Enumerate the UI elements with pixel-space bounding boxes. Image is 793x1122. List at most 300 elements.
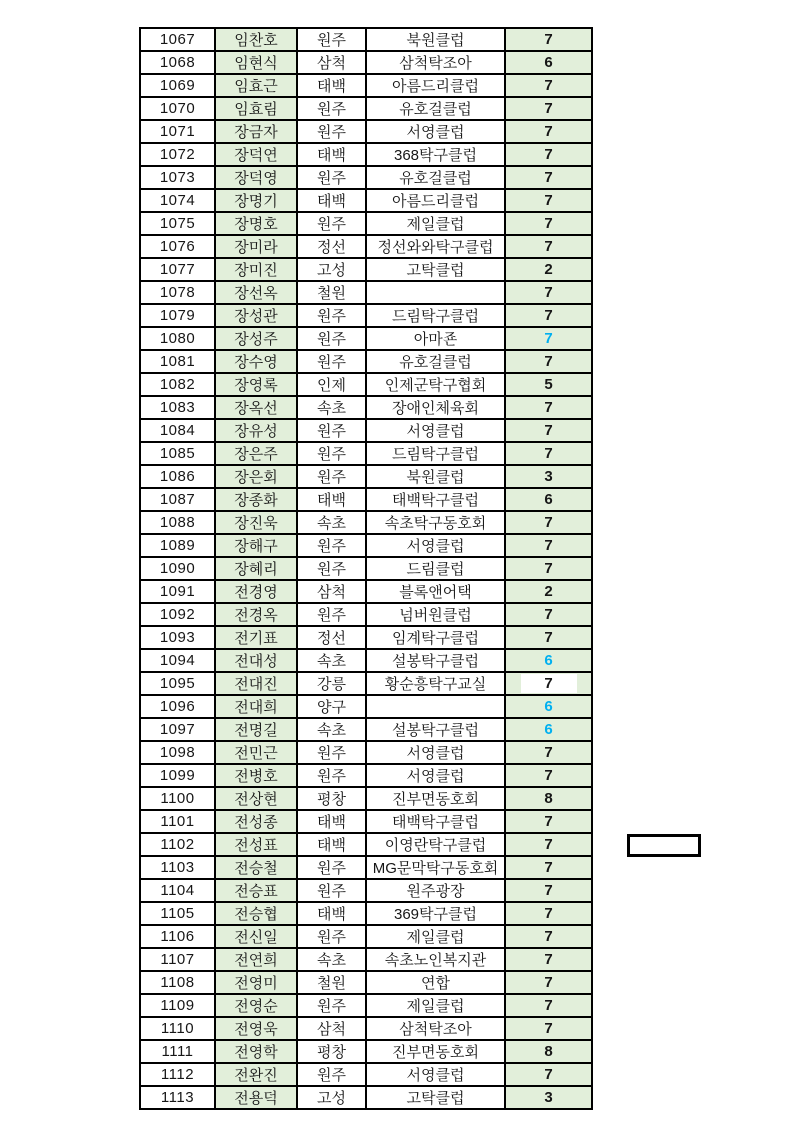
score-value: 7 (544, 813, 553, 830)
score-cell[interactable] (505, 1063, 592, 1086)
id-cell[interactable]: 1079 (140, 304, 215, 327)
club-cell[interactable]: 아마죤 (366, 327, 505, 350)
score-cell[interactable] (505, 856, 592, 879)
score-cell[interactable] (505, 120, 592, 143)
score-cell[interactable] (505, 97, 592, 120)
score-value: 7 (544, 215, 553, 232)
city-cell[interactable]: 인제 (297, 373, 366, 396)
id-cell[interactable]: 1090 (140, 557, 215, 580)
table-row (140, 258, 592, 281)
table-row (140, 741, 592, 764)
table-row (140, 879, 592, 902)
id-cell[interactable]: 1103 (140, 856, 215, 879)
id-cell[interactable]: 1087 (140, 488, 215, 511)
score-value: 7 (544, 974, 553, 991)
score-cell[interactable] (505, 511, 592, 534)
score-cell[interactable] (505, 626, 592, 649)
score-value: 7 (544, 422, 553, 439)
score-value: 7 (544, 882, 553, 899)
score-cell[interactable] (505, 764, 592, 787)
city-cell[interactable]: 태백 (297, 74, 366, 97)
table-row (140, 28, 592, 51)
table-row (140, 925, 592, 948)
city-cell[interactable]: 철원 (297, 971, 366, 994)
name-cell[interactable]: 전상현 (215, 787, 297, 810)
club-cell[interactable]: 368탁구클럽 (366, 143, 505, 166)
score-cell[interactable] (505, 833, 592, 856)
club-cell[interactable]: 서영클럽 (366, 534, 505, 557)
name-cell[interactable]: 임효근 (215, 74, 297, 97)
score-cell[interactable] (505, 373, 592, 396)
city-cell[interactable]: 속초 (297, 511, 366, 534)
city-cell[interactable]: 원주 (297, 925, 366, 948)
table-row (140, 649, 592, 672)
id-cell[interactable]: 1104 (140, 879, 215, 902)
id-cell[interactable]: 1110 (140, 1017, 215, 1040)
name-cell[interactable]: 임현식 (215, 51, 297, 74)
table-row (140, 833, 592, 856)
club-cell[interactable]: 설봉탁구클럽 (366, 649, 505, 672)
score-value: 7 (544, 744, 553, 761)
name-cell[interactable]: 전영순 (215, 994, 297, 1017)
score-cell[interactable] (505, 603, 592, 626)
name-cell[interactable]: 장덕영 (215, 166, 297, 189)
name-cell[interactable]: 전용덕 (215, 1086, 297, 1109)
score-cell[interactable] (505, 580, 592, 603)
name-cell[interactable]: 장은주 (215, 442, 297, 465)
table-row (140, 442, 592, 465)
city-cell[interactable]: 원주 (297, 465, 366, 488)
id-cell[interactable]: 1107 (140, 948, 215, 971)
score-cell[interactable] (505, 488, 592, 511)
score-cell[interactable] (505, 28, 592, 51)
score-cell[interactable] (505, 902, 592, 925)
club-cell[interactable]: 유호걸클럽 (366, 350, 505, 373)
city-cell[interactable]: 원주 (297, 442, 366, 465)
name-cell[interactable]: 장옥선 (215, 396, 297, 419)
score-cell[interactable] (505, 281, 592, 304)
city-cell[interactable]: 고성 (297, 1086, 366, 1109)
score-value: 7 (544, 905, 553, 922)
table-row (140, 810, 592, 833)
table-row (140, 534, 592, 557)
name-cell[interactable]: 전경옥 (215, 603, 297, 626)
name-cell[interactable]: 장성관 (215, 304, 297, 327)
id-cell[interactable]: 1081 (140, 350, 215, 373)
club-cell[interactable]: 아름드리클럽 (366, 74, 505, 97)
name-cell[interactable]: 장덕연 (215, 143, 297, 166)
table-row (140, 764, 592, 787)
name-cell[interactable]: 장진욱 (215, 511, 297, 534)
score-cell[interactable] (505, 258, 592, 281)
score-cell[interactable] (505, 810, 592, 833)
city-cell[interactable]: 태백 (297, 810, 366, 833)
score-cell[interactable] (505, 235, 592, 258)
name-cell[interactable]: 전기표 (215, 626, 297, 649)
city-cell[interactable]: 원주 (297, 557, 366, 580)
club-cell[interactable]: 서영클럽 (366, 764, 505, 787)
id-cell[interactable]: 1084 (140, 419, 215, 442)
id-cell[interactable]: 1075 (140, 212, 215, 235)
id-cell[interactable]: 1112 (140, 1063, 215, 1086)
city-cell[interactable]: 태백 (297, 189, 366, 212)
score-cell[interactable] (505, 1017, 592, 1040)
table-row (140, 1040, 592, 1063)
city-cell[interactable]: 원주 (297, 327, 366, 350)
club-cell[interactable]: 북원클럽 (366, 465, 505, 488)
club-cell[interactable]: 고탁클럽 (366, 258, 505, 281)
id-cell[interactable]: 1097 (140, 718, 215, 741)
score-value: 7 (544, 997, 553, 1014)
city-cell[interactable]: 원주 (297, 304, 366, 327)
id-cell[interactable]: 1078 (140, 281, 215, 304)
score-cell[interactable] (505, 166, 592, 189)
table-row (140, 787, 592, 810)
score-cell[interactable] (505, 51, 592, 74)
name-cell[interactable]: 장유성 (215, 419, 297, 442)
table-row (140, 396, 592, 419)
score-value: 7 (544, 399, 553, 416)
table-row (140, 212, 592, 235)
id-cell[interactable]: 1106 (140, 925, 215, 948)
name-cell[interactable]: 전영미 (215, 971, 297, 994)
club-cell[interactable]: 서영클럽 (366, 1063, 505, 1086)
city-cell[interactable]: 속초 (297, 948, 366, 971)
table-row (140, 51, 592, 74)
city-cell[interactable]: 양구 (297, 695, 366, 718)
club-cell[interactable]: 진부면동호회 (366, 1040, 505, 1063)
name-cell[interactable]: 장명기 (215, 189, 297, 212)
id-cell[interactable]: 1085 (140, 442, 215, 465)
score-value: 7 (544, 353, 553, 370)
name-cell[interactable]: 장영록 (215, 373, 297, 396)
club-cell[interactable]: 삼척탁조아 (366, 51, 505, 74)
club-cell[interactable]: 서영클럽 (366, 120, 505, 143)
club-cell[interactable]: 드림클럽 (366, 557, 505, 580)
club-cell[interactable]: 서영클럽 (366, 419, 505, 442)
city-cell[interactable]: 원주 (297, 166, 366, 189)
name-cell[interactable]: 전영욱 (215, 1017, 297, 1040)
city-cell[interactable]: 태백 (297, 833, 366, 856)
table-row (140, 1063, 592, 1086)
city-cell[interactable]: 원주 (297, 120, 366, 143)
score-cell[interactable] (505, 971, 592, 994)
id-cell[interactable]: 1089 (140, 534, 215, 557)
id-cell[interactable]: 1076 (140, 235, 215, 258)
name-cell[interactable]: 장혜리 (215, 557, 297, 580)
id-cell[interactable]: 1071 (140, 120, 215, 143)
city-cell[interactable]: 삼척 (297, 580, 366, 603)
club-cell[interactable]: 드림탁구클럽 (366, 304, 505, 327)
name-cell[interactable]: 장종화 (215, 488, 297, 511)
club-cell[interactable]: 삼척탁조아 (366, 1017, 505, 1040)
city-cell[interactable]: 원주 (297, 879, 366, 902)
table-row (140, 120, 592, 143)
table-row (140, 695, 592, 718)
score-cell[interactable] (505, 787, 592, 810)
score-value: 7 (521, 674, 577, 693)
city-cell[interactable]: 속초 (297, 649, 366, 672)
name-cell[interactable]: 장미진 (215, 258, 297, 281)
club-cell[interactable]: MG문막탁구동호회 (366, 856, 505, 879)
score-cell[interactable] (505, 672, 592, 695)
city-cell[interactable]: 원주 (297, 350, 366, 373)
club-cell[interactable]: 유호걸클럽 (366, 97, 505, 120)
id-cell[interactable]: 1067 (140, 28, 215, 51)
score-value: 6 (544, 54, 553, 71)
score-cell[interactable] (505, 327, 592, 350)
club-cell[interactable]: 넘버원클럽 (366, 603, 505, 626)
score-cell[interactable] (505, 143, 592, 166)
city-cell[interactable]: 원주 (297, 856, 366, 879)
id-cell[interactable]: 1069 (140, 74, 215, 97)
id-cell[interactable]: 1108 (140, 971, 215, 994)
name-cell[interactable]: 전승표 (215, 879, 297, 902)
score-cell[interactable] (505, 994, 592, 1017)
city-cell[interactable]: 원주 (297, 419, 366, 442)
id-cell[interactable]: 1080 (140, 327, 215, 350)
name-cell[interactable]: 전병호 (215, 764, 297, 787)
club-cell[interactable]: 제일클럽 (366, 212, 505, 235)
city-cell[interactable]: 원주 (297, 994, 366, 1017)
id-cell[interactable]: 1101 (140, 810, 215, 833)
city-cell[interactable]: 고성 (297, 258, 366, 281)
id-cell[interactable]: 1109 (140, 994, 215, 1017)
table-row (140, 971, 592, 994)
score-value: 7 (544, 928, 553, 945)
club-cell[interactable]: 설봉탁구클럽 (366, 718, 505, 741)
club-cell[interactable]: 원주광장 (366, 879, 505, 902)
id-cell[interactable]: 1095 (140, 672, 215, 695)
id-cell[interactable]: 1072 (140, 143, 215, 166)
club-cell[interactable]: 연합 (366, 971, 505, 994)
id-cell[interactable]: 1098 (140, 741, 215, 764)
score-cell[interactable] (505, 419, 592, 442)
score-cell[interactable] (505, 925, 592, 948)
score-value: 7 (544, 445, 553, 462)
score-value: 7 (544, 859, 553, 876)
score-cell[interactable] (505, 304, 592, 327)
id-cell[interactable]: 1086 (140, 465, 215, 488)
name-cell[interactable]: 임효림 (215, 97, 297, 120)
name-cell[interactable]: 장선옥 (215, 281, 297, 304)
score-value: 8 (544, 790, 553, 807)
table-row (140, 281, 592, 304)
score-cell[interactable] (505, 465, 592, 488)
club-cell[interactable] (366, 281, 505, 304)
name-cell[interactable]: 전경영 (215, 580, 297, 603)
id-cell[interactable]: 1113 (140, 1086, 215, 1109)
city-cell[interactable]: 평창 (297, 787, 366, 810)
table-row (140, 672, 592, 695)
table-row (140, 580, 592, 603)
name-cell[interactable]: 전성종 (215, 810, 297, 833)
name-cell[interactable]: 전승협 (215, 902, 297, 925)
club-cell[interactable]: 이영란탁구클럽 (366, 833, 505, 856)
city-cell[interactable]: 태백 (297, 488, 366, 511)
id-cell[interactable]: 1068 (140, 51, 215, 74)
city-cell[interactable]: 원주 (297, 97, 366, 120)
city-cell[interactable]: 강릉 (297, 672, 366, 695)
score-cell[interactable] (505, 1040, 592, 1063)
club-cell[interactable]: 인제군탁구협회 (366, 373, 505, 396)
city-cell[interactable]: 태백 (297, 902, 366, 925)
city-cell[interactable]: 속초 (297, 718, 366, 741)
id-cell[interactable]: 1082 (140, 373, 215, 396)
id-cell[interactable]: 1070 (140, 97, 215, 120)
name-cell[interactable]: 임찬호 (215, 28, 297, 51)
table-row (140, 189, 592, 212)
id-cell[interactable]: 1094 (140, 649, 215, 672)
club-cell[interactable]: 속초탁구동호회 (366, 511, 505, 534)
score-cell[interactable] (505, 948, 592, 971)
id-cell[interactable]: 1105 (140, 902, 215, 925)
score-cell[interactable] (505, 534, 592, 557)
city-cell[interactable]: 속초 (297, 396, 366, 419)
score-value: 8 (544, 1043, 553, 1060)
score-cell[interactable] (505, 557, 592, 580)
city-cell[interactable]: 원주 (297, 1063, 366, 1086)
table-row (140, 603, 592, 626)
table-row (140, 465, 592, 488)
score-cell[interactable] (505, 649, 592, 672)
city-cell[interactable]: 원주 (297, 741, 366, 764)
city-cell[interactable]: 삼척 (297, 1017, 366, 1040)
name-cell[interactable]: 장수영 (215, 350, 297, 373)
id-cell[interactable]: 1092 (140, 603, 215, 626)
score-value: 7 (544, 123, 553, 140)
table-row (140, 902, 592, 925)
city-cell[interactable]: 삼척 (297, 51, 366, 74)
name-cell[interactable]: 전대희 (215, 695, 297, 718)
city-cell[interactable]: 원주 (297, 764, 366, 787)
club-cell[interactable]: 서영클럽 (366, 741, 505, 764)
club-cell[interactable]: 제일클럽 (366, 994, 505, 1017)
name-cell[interactable]: 전연희 (215, 948, 297, 971)
city-cell[interactable]: 원주 (297, 603, 366, 626)
table-row (140, 373, 592, 396)
id-cell[interactable]: 1074 (140, 189, 215, 212)
score-value: 7 (544, 330, 553, 347)
id-cell[interactable]: 1093 (140, 626, 215, 649)
score-cell[interactable] (505, 695, 592, 718)
club-cell[interactable]: 고탁클럽 (366, 1086, 505, 1109)
score-value: 7 (544, 629, 553, 646)
name-cell[interactable]: 장성주 (215, 327, 297, 350)
score-cell[interactable] (505, 350, 592, 373)
score-cell[interactable] (505, 189, 592, 212)
name-cell[interactable]: 전대진 (215, 672, 297, 695)
club-cell[interactable]: 유호걸클럽 (366, 166, 505, 189)
score-value: 3 (544, 1089, 553, 1106)
city-cell[interactable]: 원주 (297, 212, 366, 235)
name-cell[interactable]: 전완진 (215, 1063, 297, 1086)
club-cell[interactable]: 속초노인복지관 (366, 948, 505, 971)
table-row (140, 994, 592, 1017)
id-cell[interactable]: 1096 (140, 695, 215, 718)
name-cell[interactable]: 장미라 (215, 235, 297, 258)
name-cell[interactable]: 장은회 (215, 465, 297, 488)
city-cell[interactable]: 평창 (297, 1040, 366, 1063)
score-value: 7 (544, 537, 553, 554)
club-cell[interactable]: 369탁구클럽 (366, 902, 505, 925)
id-cell[interactable]: 1111 (140, 1040, 215, 1063)
club-cell[interactable]: 장애인체육회 (366, 396, 505, 419)
city-cell[interactable]: 정선 (297, 235, 366, 258)
score-cell[interactable] (505, 74, 592, 97)
name-cell[interactable]: 장명호 (215, 212, 297, 235)
score-cell[interactable] (505, 718, 592, 741)
score-value: 7 (544, 307, 553, 324)
score-value: 7 (544, 1020, 553, 1037)
city-cell[interactable]: 정선 (297, 626, 366, 649)
name-cell[interactable]: 장해구 (215, 534, 297, 557)
club-cell[interactable]: 태백탁구클럽 (366, 488, 505, 511)
id-cell[interactable]: 1100 (140, 787, 215, 810)
club-cell[interactable]: 제일클럽 (366, 925, 505, 948)
name-cell[interactable]: 장금자 (215, 120, 297, 143)
id-cell[interactable]: 1077 (140, 258, 215, 281)
id-cell[interactable]: 1091 (140, 580, 215, 603)
club-cell[interactable]: 임계탁구클럽 (366, 626, 505, 649)
table-row (140, 143, 592, 166)
score-cell[interactable] (505, 396, 592, 419)
id-cell[interactable]: 1083 (140, 396, 215, 419)
name-cell[interactable]: 전승철 (215, 856, 297, 879)
id-cell[interactable]: 1088 (140, 511, 215, 534)
name-cell[interactable]: 전민근 (215, 741, 297, 764)
score-cell[interactable] (505, 1086, 592, 1109)
name-cell[interactable]: 전영학 (215, 1040, 297, 1063)
score-cell[interactable] (505, 741, 592, 764)
city-cell[interactable]: 태백 (297, 143, 366, 166)
table-row (140, 74, 592, 97)
city-cell[interactable]: 원주 (297, 534, 366, 557)
club-cell[interactable]: 북원클럽 (366, 28, 505, 51)
id-cell[interactable]: 1102 (140, 833, 215, 856)
table-row (140, 1017, 592, 1040)
score-cell[interactable] (505, 212, 592, 235)
club-cell[interactable]: 태백탁구클럽 (366, 810, 505, 833)
score-value: 5 (544, 376, 553, 393)
club-cell[interactable]: 드림탁구클럽 (366, 442, 505, 465)
club-cell[interactable] (366, 695, 505, 718)
score-cell[interactable] (505, 442, 592, 465)
id-cell[interactable]: 1073 (140, 166, 215, 189)
score-value: 7 (544, 192, 553, 209)
city-cell[interactable]: 원주 (297, 28, 366, 51)
club-cell[interactable]: 아름드리클럽 (366, 189, 505, 212)
table-row (140, 511, 592, 534)
score-value: 6 (544, 698, 553, 715)
score-value: 6 (544, 491, 553, 508)
id-cell[interactable]: 1099 (140, 764, 215, 787)
table-row (140, 166, 592, 189)
name-cell[interactable]: 전성표 (215, 833, 297, 856)
score-cell[interactable] (505, 879, 592, 902)
club-cell[interactable]: 정선와와탁구클럽 (366, 235, 505, 258)
club-cell[interactable]: 황순흥탁구교실 (366, 672, 505, 695)
city-cell[interactable]: 철원 (297, 281, 366, 304)
score-value: 7 (544, 77, 553, 94)
table-row (140, 557, 592, 580)
empty-annotation-box[interactable] (627, 834, 701, 857)
name-cell[interactable]: 전대성 (215, 649, 297, 672)
club-cell[interactable]: 블록앤어택 (366, 580, 505, 603)
name-cell[interactable]: 전명길 (215, 718, 297, 741)
name-cell[interactable]: 전신일 (215, 925, 297, 948)
club-cell[interactable]: 진부면동호회 (366, 787, 505, 810)
